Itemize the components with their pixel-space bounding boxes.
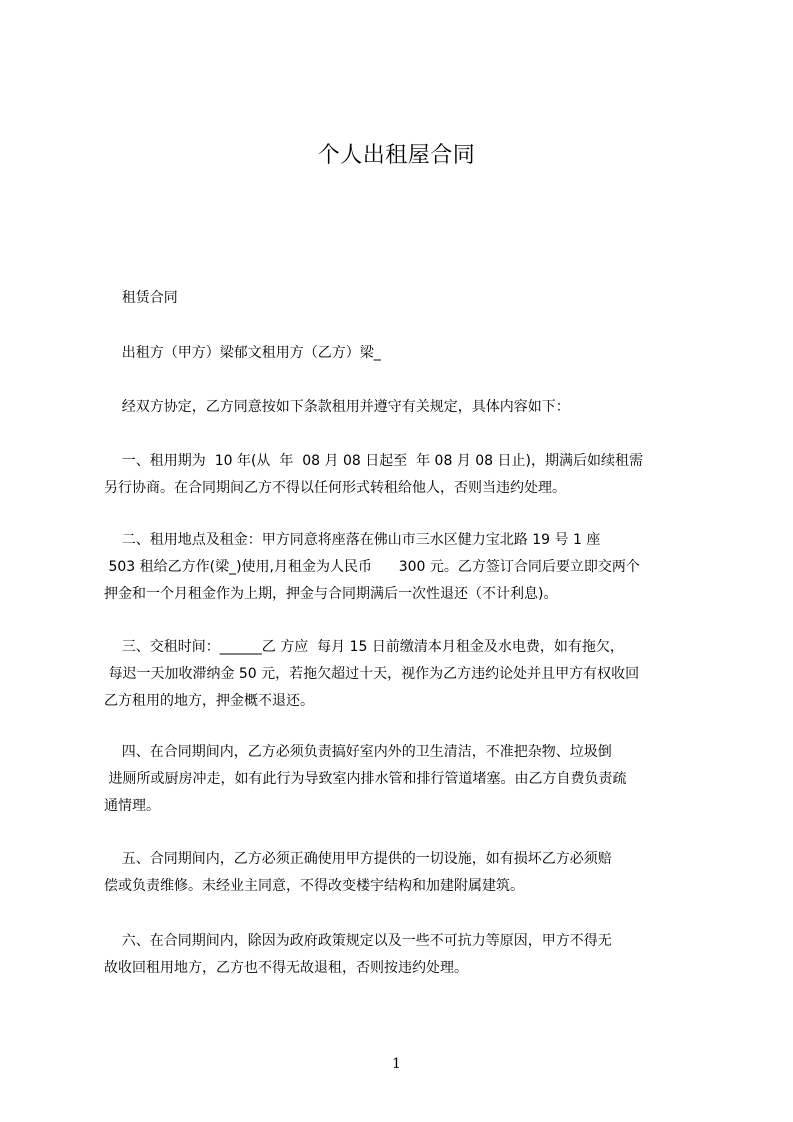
text-line: 六、在合同期间内，除因为政府政策规定以及一些不可抗力等原因，甲方不得无: [104, 933, 612, 949]
agreement-intro-paragraph: [104, 394, 704, 421]
clause-6-termination: [104, 928, 704, 982]
text-line: 押金和一个月租金作为上期，押金与合同期满后一次性退还（不计利息)。: [104, 586, 558, 602]
text-line: 偿或负责维修。未经业主同意，不得改变楼宇结构和加建附属建筑。: [104, 878, 524, 894]
text-line: 一、租用期为 10 年(从 年 08 月 08 日起至 年 08 月 08 日止)，期满后如续租需: [104, 453, 643, 469]
text-line: 通情理。: [104, 798, 160, 814]
clause-2-location-rent: [104, 527, 704, 608]
clause-4-cleaning: [104, 739, 704, 820]
heading-lease-contract: [104, 285, 704, 312]
text-line: 租赁合同: [104, 290, 178, 306]
text-line: 二、租用地点及租金：甲方同意将座落在佛山市三水区健力宝北路 19 号 1 座: [104, 532, 601, 548]
parties-paragraph: [104, 340, 704, 367]
document-title: 个人出租屋合同: [317, 143, 476, 168]
text-line: 五、合同期间内，乙方必须正确使用甲方提供的一切设施，如有损坏乙方必须赔: [104, 851, 612, 867]
text-line: 乙方租用的地方，押金概不退还。: [104, 693, 314, 709]
text-line: 故收回租用地方，乙方也不得无故退租，否则按违约处理。: [104, 960, 468, 976]
text-line: 经双方协定，乙方同意按如下条款租用并遵守有关规定，具体内容如下：: [104, 399, 570, 415]
text-line: 四、在合同期间内，乙方必须负责搞好室内外的卫生清洁，不准把杂物、垃圾倒: [104, 744, 612, 760]
text-line: 三、交租时间：______乙 方应 每月 15 日前缴清本月租金及水电费，如有拖欠，: [104, 639, 624, 655]
clause-1-lease-term: [104, 448, 704, 502]
text-line: 每迟一天加收滞纳金 50 元，若拖欠超过十天，视作为乙方违约论处并且甲方有权收回: [104, 666, 640, 682]
text-line: 503 租给乙方作(梁_)使用,月租金为人民币 300 元。乙方签订合同后要立即交两个: [104, 559, 640, 575]
text-line: 进厕所或厨房冲走，如有此行为导致室内排水管和排行管道堵塞。由乙方自费负责疏: [104, 771, 627, 787]
clause-5-facilities: [104, 846, 704, 900]
text-line: 另行协商。在合同期间乙方不得以任何形式转租给他人，否则当违约处理。: [104, 480, 566, 496]
clause-3-payment-time: [104, 634, 704, 715]
text-line: 出租方（甲方）梁郁文租用方（乙方）梁_: [104, 345, 381, 361]
page-number: 1: [392, 1056, 401, 1072]
